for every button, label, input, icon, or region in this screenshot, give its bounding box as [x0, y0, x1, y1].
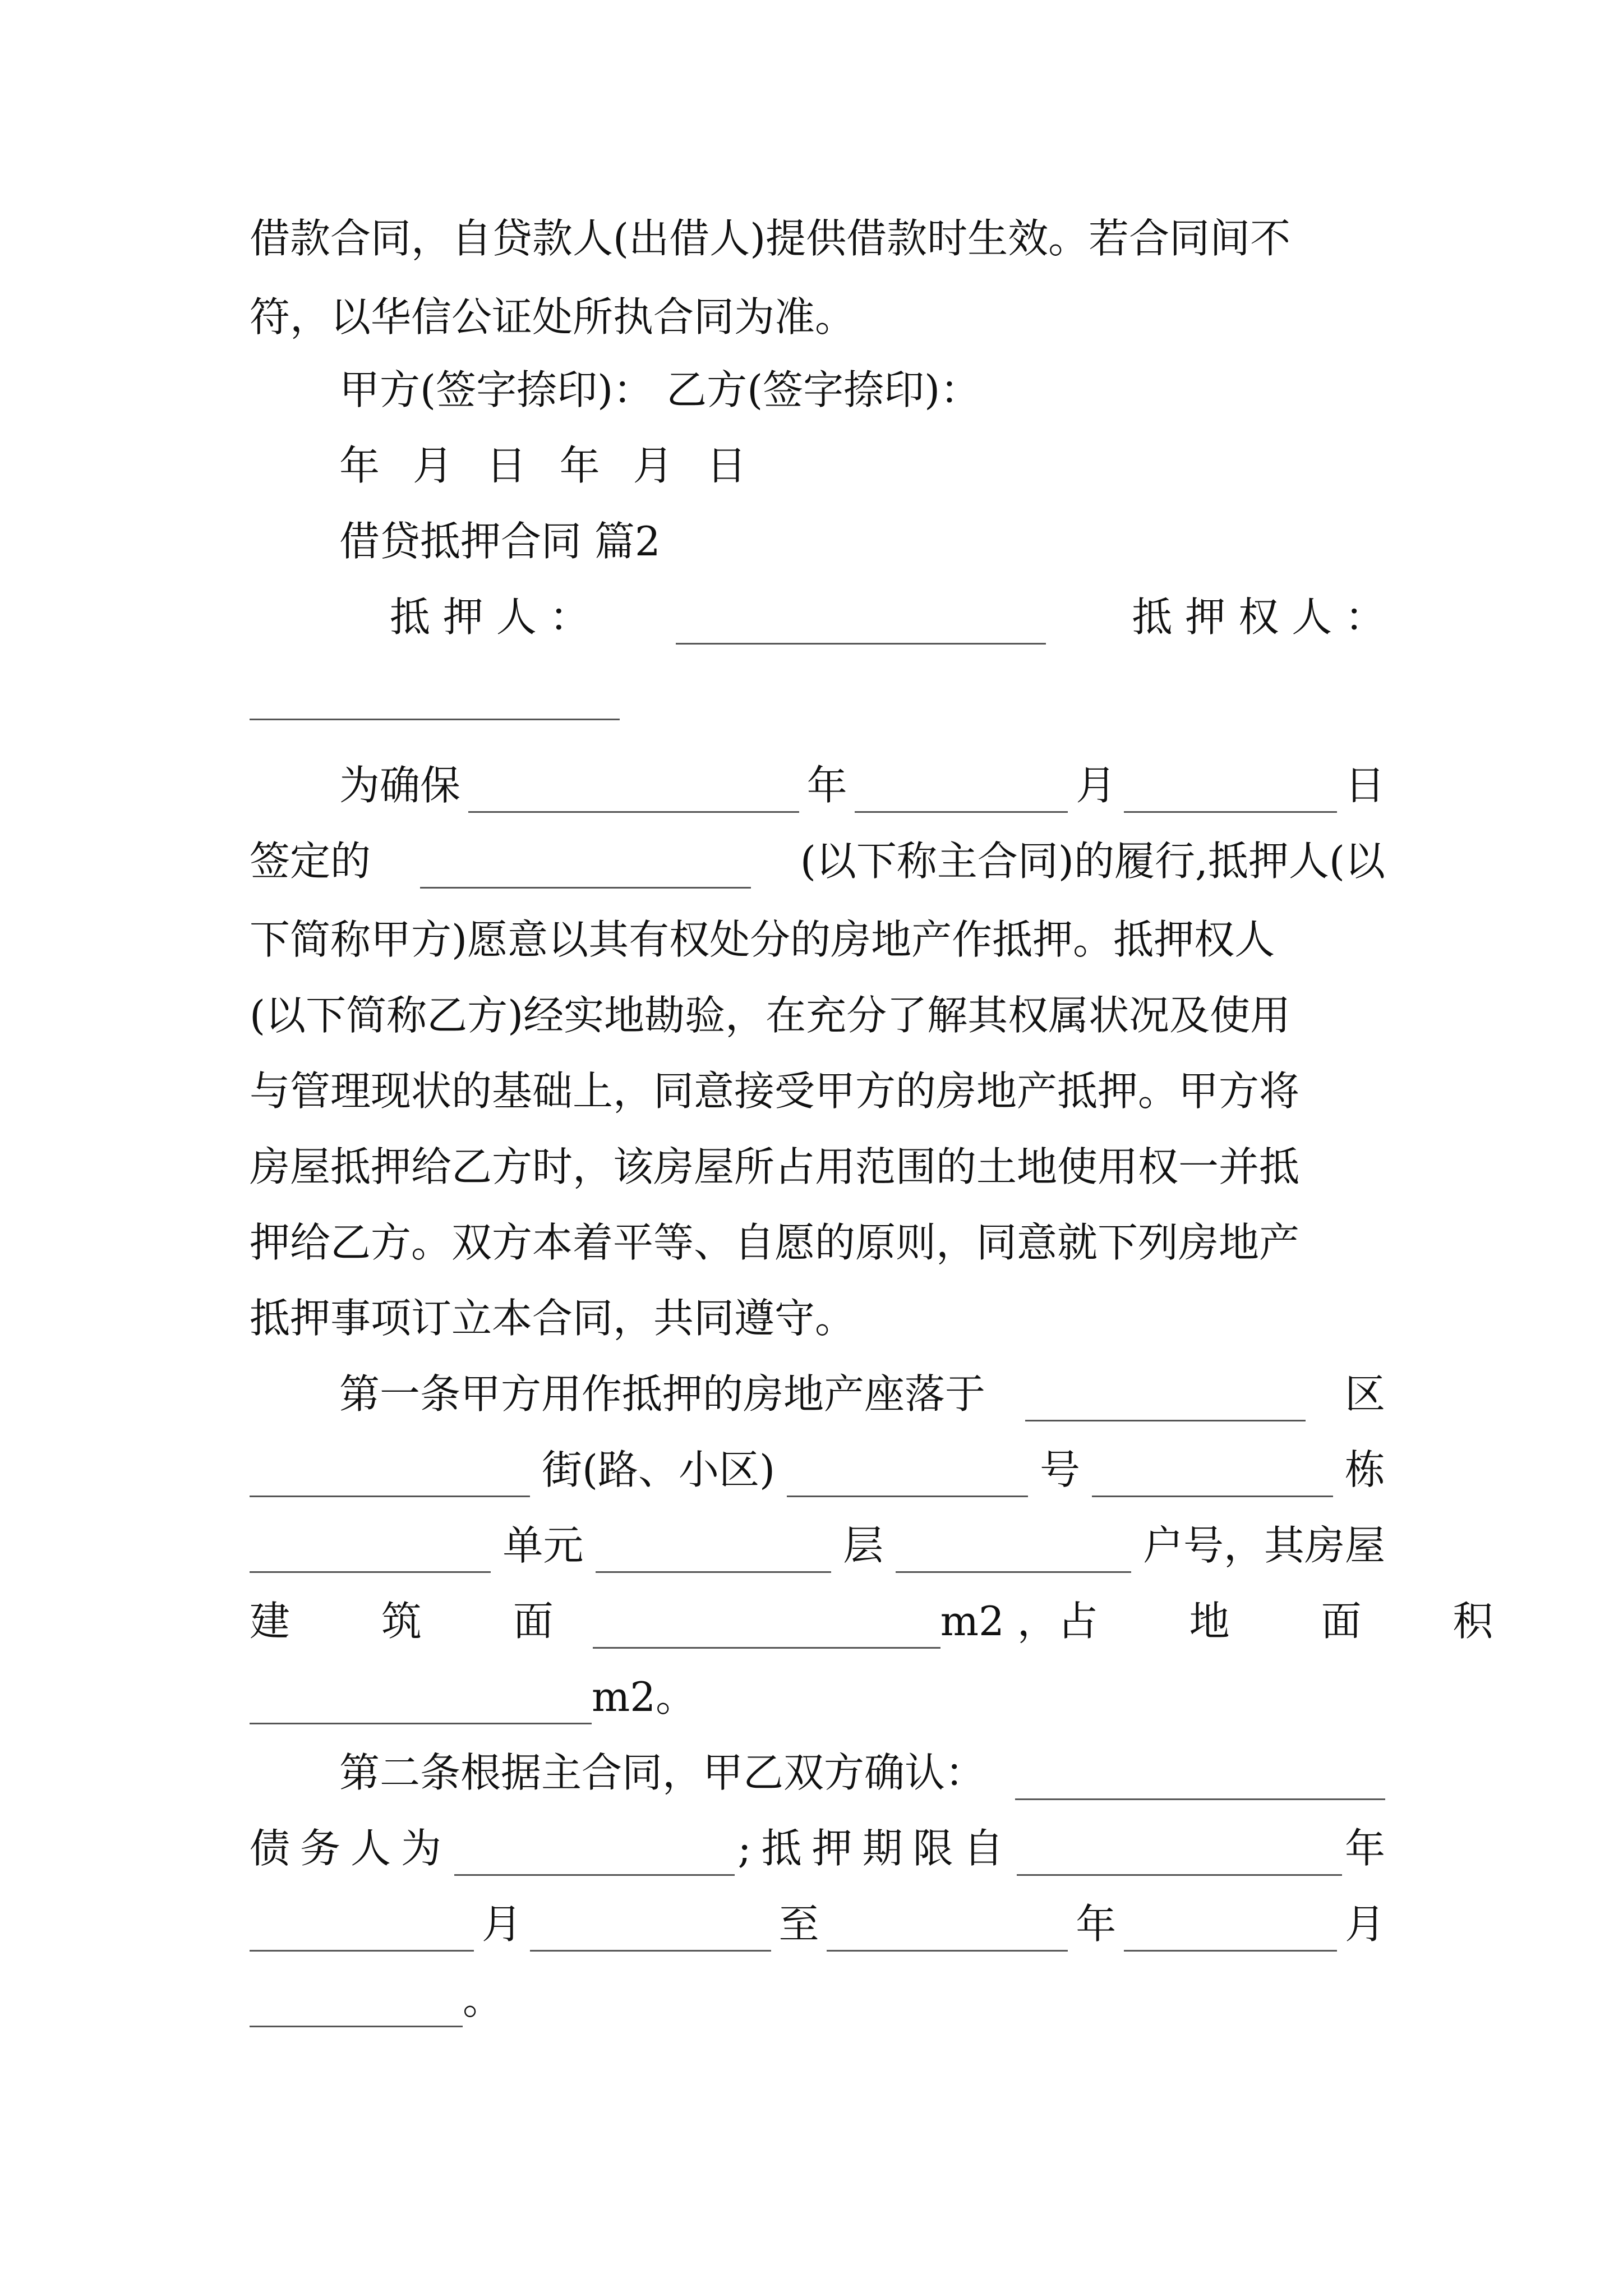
text-line	[250, 286, 1385, 348]
blank-start-year	[1017, 1833, 1342, 1876]
section-title-line	[339, 510, 1385, 572]
paragraph-text: 至	[778, 1901, 819, 1948]
blank-start-day	[530, 1908, 771, 1952]
paragraph-text: 签定的	[250, 838, 371, 885]
blank-end-month	[1124, 1908, 1337, 1952]
blank-building	[1092, 1454, 1333, 1497]
paragraph-text: (以下称主合同)的履行,抵押人(以	[800, 838, 1385, 885]
paragraph-text: 第二条根据主合同，甲乙双方确认：	[339, 1749, 986, 1796]
blank-room	[896, 1530, 1131, 1573]
text-line	[250, 830, 1385, 892]
section-title: 借贷抵押合同 篇2	[339, 518, 661, 565]
text-line	[339, 1363, 1385, 1425]
paragraph-text: 符，以华信公证处所执合同为准。	[250, 293, 856, 341]
text-line	[250, 1969, 1385, 2031]
paragraph-text: 与管理现状的基础上，同意接受甲方的房地产抵押。甲方将	[250, 1068, 1300, 1115]
paragraph-text: 月	[1076, 762, 1117, 809]
parties-line	[390, 586, 1385, 648]
text-line	[250, 984, 1385, 1046]
paragraph-text: 。	[463, 1976, 504, 2023]
blank-unit	[250, 1530, 491, 1573]
blank-building-area	[593, 1605, 940, 1649]
text-line	[250, 1212, 1385, 1273]
paragraph-text: 建 筑 面	[250, 1598, 593, 1645]
paragraph-text: 栋	[1344, 1446, 1385, 1493]
paragraph-text: m2 ，	[940, 1598, 1058, 1645]
text-line	[250, 1893, 1385, 1955]
paragraph-text: 户号，其房屋	[1142, 1522, 1385, 1569]
signature-labels: 甲方(签字捺印)： 乙方(签字捺印)：	[339, 366, 981, 413]
text-line	[250, 1515, 1385, 1576]
text-line	[250, 909, 1385, 970]
paragraph-text: (以下简称乙方)经实地勘验，在充分了解其权属状况及使用	[250, 992, 1291, 1039]
paragraph-text: 年	[1076, 1901, 1117, 1948]
blank-number	[787, 1454, 1028, 1497]
text-line	[339, 1742, 1385, 1803]
paragraph-text: m2。	[592, 1673, 697, 1720]
blank-line	[250, 662, 1385, 724]
paragraph-text: 年	[806, 762, 847, 809]
mortgagor-blank	[676, 601, 1046, 645]
date-line	[339, 435, 1385, 496]
text-line	[339, 754, 1385, 816]
paragraph-text: 下简称甲方)愿意以其有权处分的房地产作抵押。抵押权人	[250, 916, 1275, 963]
text-line	[250, 1590, 1533, 1652]
text-line	[250, 1287, 1385, 1349]
text-line	[250, 208, 1385, 269]
paragraph-text: ;抵押期限自	[737, 1825, 1014, 1872]
blank-debtor	[454, 1833, 735, 1876]
blank-district	[1025, 1378, 1306, 1421]
blank-confirmation	[1015, 1757, 1385, 1800]
paragraph-text: 占 地 面 积	[1057, 1598, 1533, 1645]
paragraph-text: 房屋抵押给乙方时，该房屋所占用范围的土地使用权一并抵	[250, 1143, 1300, 1190]
text-line	[250, 1136, 1385, 1198]
text-line	[250, 1666, 1385, 1728]
mortgagee-label: 抵 押 权 人 ：	[1132, 593, 1385, 641]
paragraph-text: 抵押事项订立本合同，共同遵守。	[250, 1295, 856, 1342]
paragraph-text: 月	[1344, 1901, 1385, 1948]
blank-contract-name	[420, 845, 751, 889]
text-line	[250, 1060, 1385, 1122]
paragraph-text: 单元	[502, 1522, 584, 1569]
blank-day	[1124, 770, 1337, 813]
blank-end-year	[827, 1908, 1068, 1952]
blank-land-area	[250, 1681, 592, 1724]
paragraph-text: 日	[1344, 762, 1385, 809]
paragraph-text: 借款合同，自贷款人(出借人)提供借款时生效。若合同间不	[250, 215, 1291, 262]
blank-street	[250, 1454, 530, 1497]
paragraph-text: 押给乙方。双方本着平等、自愿的原则，同意就下列房地产	[250, 1219, 1300, 1266]
paragraph-text: 层	[843, 1522, 884, 1569]
paragraph-text: 街(路、小区)	[541, 1446, 776, 1493]
mortgagee-blank	[250, 677, 620, 720]
blank-floor	[596, 1530, 831, 1573]
date-labels: 年 月 日 年 月 日	[339, 442, 757, 489]
paragraph-text: 月	[481, 1901, 522, 1948]
blank-month	[855, 770, 1068, 813]
text-line	[250, 1439, 1385, 1501]
mortgagor-label: 抵 押 人 ：	[390, 593, 590, 641]
blank-year	[468, 770, 799, 813]
paragraph-text: 年	[1344, 1825, 1385, 1872]
paragraph-text: 号	[1040, 1446, 1081, 1493]
paragraph-text: 区	[1344, 1370, 1385, 1418]
paragraph-text: 为确保	[339, 762, 461, 809]
blank-end-day	[250, 1984, 463, 2027]
text-line	[250, 1818, 1385, 1879]
paragraph-text: 债务人为	[250, 1825, 452, 1872]
blank-start-month	[250, 1908, 474, 1952]
signature-line	[339, 359, 1385, 421]
paragraph-text: 第一条甲方用作抵押的房地产座落于	[339, 1370, 986, 1418]
